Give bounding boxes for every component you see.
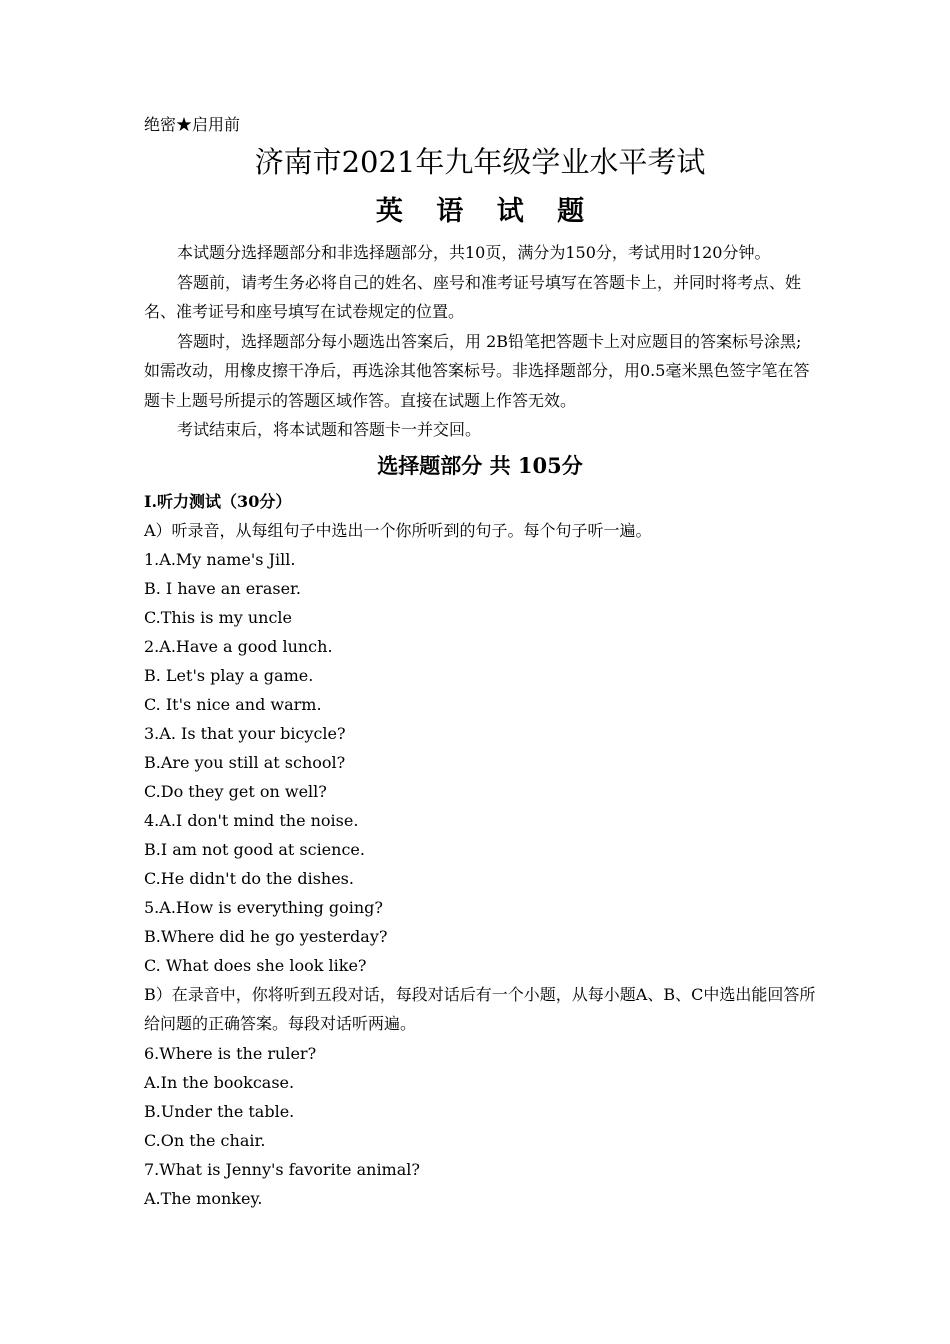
section-title: 选择题部分 共 105分 [377,452,583,478]
part-b-instruction: B）在录音中，你将听到五段对话，每段对话后有一个小题，从每小题A、B、C中选出能回答所给问题的正确答案。每段对话听两遍。 [144,984,816,1033]
instructions [144,238,816,445]
question-line: B.Where did he go yesterday? [144,926,388,946]
question-line: C.Do they get on well? [144,781,327,801]
question-line: A.In the bookcase. [144,1072,295,1092]
question-line: 1.A.My name's Jill. [144,549,296,569]
question-line: 7.What is Jenny's favorite animal? [144,1159,420,1179]
instruction-paragraph: 考试结束后，将本试题和答题卡一并交回。 [177,420,482,439]
question-line: B.I am not good at science. [144,839,365,859]
instruction-paragraph: 答题前，请考生务必将自己的姓名、座号和准考证号填写在答题卡上，并同时将考点、姓名、准考证号和座号填写在试卷规定的位置。 [144,272,802,321]
subject-title: 英 语 试 题 [375,196,597,227]
confidential-label: 绝密★启用前 [144,115,241,134]
question-line: B. Let's play a game. [144,665,314,685]
instruction-paragraph: 答题时，选择题部分每小题选出答案后，用 2B铅笔把答题卡上对应题目的答案标号涂黑;如需改动，用橡皮擦干净后，再选涂其他答案标号。非选择题部分，用0.5毫米黑色签字笔在答题卡上题号所提示的答题区域作答。直接在试题上作答无效。 [144,331,810,410]
question-line: B.Under the table. [144,1101,295,1121]
question-line: A.The monkey. [144,1188,263,1208]
exam-title: 济南市2021年九年级学业水平考试 [254,145,706,179]
question-line: C.This is my uncle [144,607,293,627]
listening-heading: I.听力测试（30分） [144,491,292,511]
instruction-paragraph: 本试题分选择题部分和非选择题部分，共10页，满分为150分，考试用时120分钟。 [177,243,771,262]
part-a-questions [144,545,816,980]
question-line: B. I have an eraser. [144,578,302,598]
question-line: 2.A.Have a good lunch. [144,636,333,656]
part-b-questions [144,1039,816,1213]
question-line: C.He didn't do the dishes. [144,868,354,888]
question-line: 3.A. Is that your bicycle? [144,723,346,743]
question-line: C.On the chair. [144,1130,266,1150]
question-line: 6.Where is the ruler? [144,1043,317,1063]
question-line: C. What does she look like? [144,955,367,975]
question-line: C. It's nice and warm. [144,694,322,714]
exam-page [144,112,816,1213]
question-line: B.Are you still at school? [144,752,346,772]
question-line: 5.A.How is everything going? [144,897,383,917]
part-a-instruction: A）听录音，从每组句子中选出一个你所听到的句子。每个句子听一遍。 [144,520,652,540]
question-line: 4.A.I don't mind the noise. [144,810,359,830]
